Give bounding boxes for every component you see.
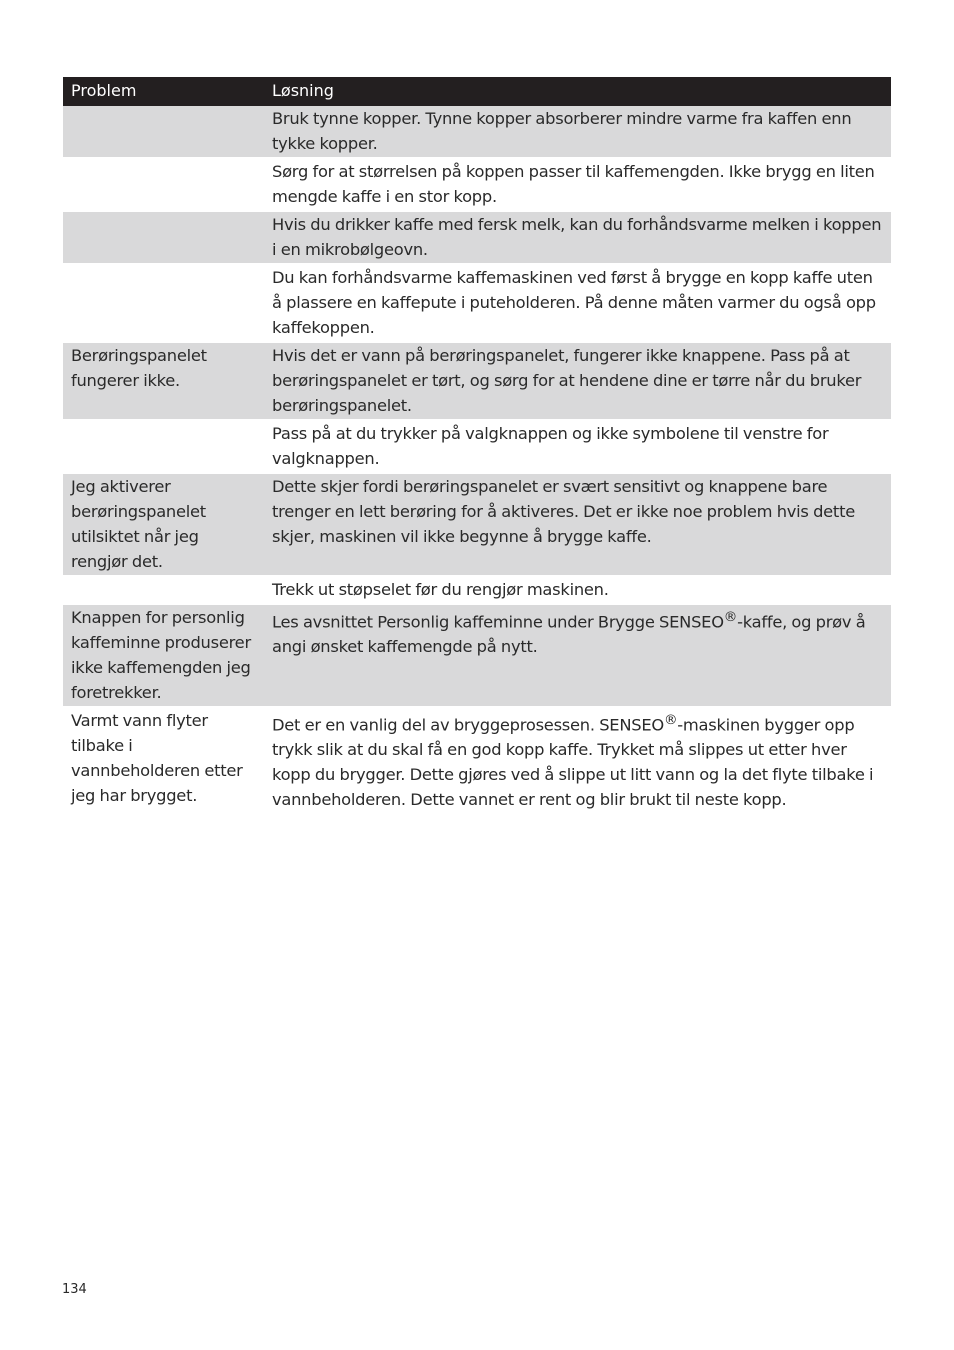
solution-cell: Trekk ut støpselet før du rengjør maskinen. — [264, 576, 891, 604]
table-row — [63, 604, 891, 707]
table-row — [63, 158, 891, 211]
problem-cell: Jeg aktiverer berøringspanelet utilsiktet når jeg rengjør det. — [63, 473, 264, 576]
solution-cell — [264, 604, 891, 707]
table-row — [63, 420, 891, 473]
header-problem: Problem — [63, 77, 264, 106]
page-number: 134 — [62, 1282, 87, 1297]
problem-cell: Knappen for personlig kaffeminne produserer ikke kaffemengden jeg foretrekker. — [63, 604, 264, 707]
problem-cell: Varmt vann flyter tilbake i vannbeholderen etter jeg har brygget. — [63, 707, 264, 814]
solution-cell: Hvis du drikker kaffe med fersk melk, kan du forhåndsvarme melken i koppen i en mikrobølgeovn. — [264, 211, 891, 264]
solution-text: -kaffe, og prøv å angi ønsket kaffemengde på nytt. — [272, 612, 866, 657]
problem-cell — [63, 420, 264, 473]
solution-cell: Pass på at du trykker på valgknappen og ikke symbolene til venstre for valgknappen. — [264, 420, 891, 473]
table-row — [63, 211, 891, 264]
solution-cell: Dette skjer fordi berøringspanelet er svært sensitivt og knappene bare trenger en lett berøring for å aktiveres. Det er ikke noe problem hvis dette skjer, maskinen vil ikke begynne å brygge kaffe. — [264, 473, 891, 576]
registered-mark: ® — [723, 609, 738, 625]
solution-text: Les avsnittet Personlig kaffeminne under Brygge SENSEO — [272, 612, 724, 632]
table-row — [63, 264, 891, 342]
solution-cell — [264, 707, 891, 814]
troubleshooting-table — [63, 77, 891, 815]
table-row — [63, 473, 891, 576]
table-row — [63, 576, 891, 604]
solution-text: Det er en vanlig del av bryggeprosessen. SENSEO — [272, 715, 664, 735]
problem-cell — [63, 211, 264, 264]
problem-cell — [63, 264, 264, 342]
registered-mark: ® — [663, 712, 678, 728]
table-row — [63, 106, 891, 158]
problem-cell: Berøringspanelet fungerer ikke. — [63, 342, 264, 420]
problem-cell — [63, 158, 264, 211]
table-header-row — [63, 77, 891, 106]
solution-cell: Bruk tynne kopper. Tynne kopper absorberer mindre varme fra kaffen enn tykke kopper. — [264, 106, 891, 158]
solution-text: -maskinen bygger opp trykk slik at du skal få en god kopp kaffe. Trykket må slippes ut etter hver kopp du brygger. Dette gjøres ved å slippe ut litt vann og la det flyte tilbake i vannbeholderen. Dette vannet er rent og blir brukt til neste kopp. — [272, 715, 874, 810]
problem-cell — [63, 106, 264, 158]
solution-cell: Sørg for at størrelsen på koppen passer til kaffemengden. Ikke brygg en liten mengde kaffe i en stor kopp. — [264, 158, 891, 211]
header-solution: Løsning — [264, 77, 891, 106]
table-row — [63, 707, 891, 814]
table-row — [63, 342, 891, 420]
problem-cell — [63, 576, 264, 604]
solution-cell: Hvis det er vann på berøringspanelet, fungerer ikke knappene. Pass på at berøringspanelet er tørt, og sørg for at hendene dine er tørre når du bruker berøringspanelet. — [264, 342, 891, 420]
solution-cell: Du kan forhåndsvarme kaffemaskinen ved først å brygge en kopp kaffe uten å plassere en kaffepute i puteholderen. På denne måten varmer du også opp kaffekoppen. — [264, 264, 891, 342]
